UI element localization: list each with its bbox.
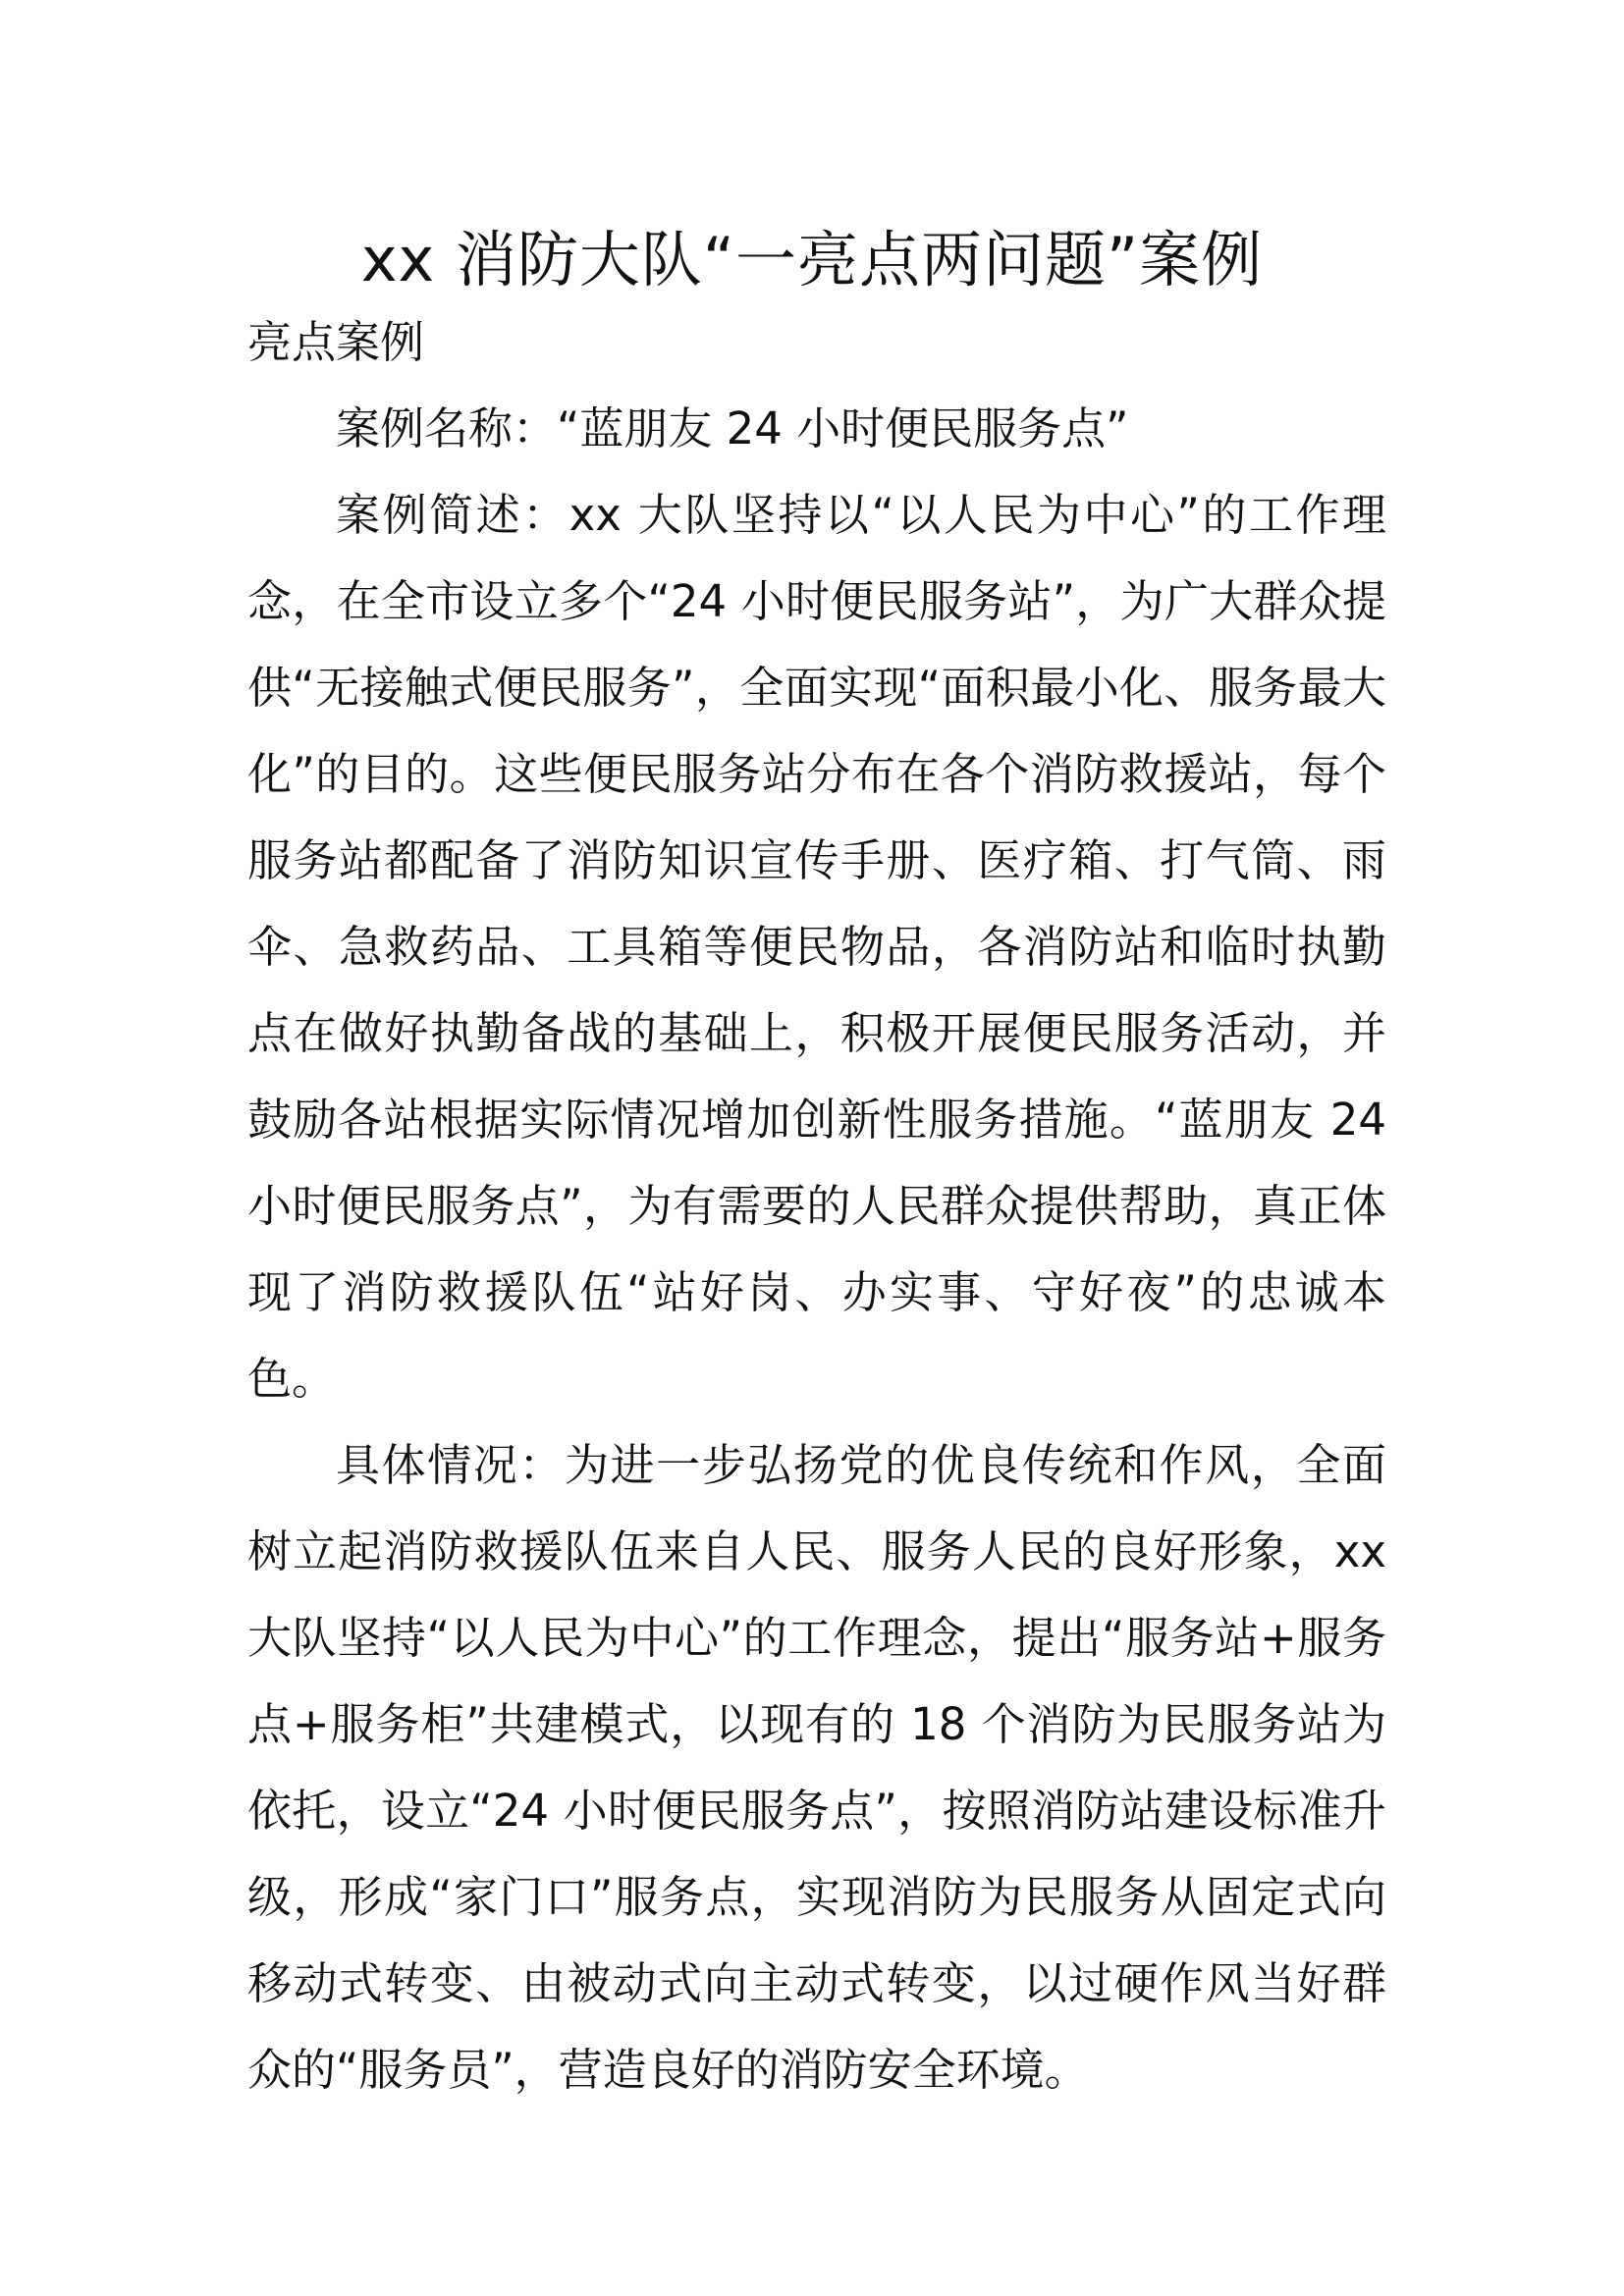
paragraph-case-details: 具体情况：为进一步弘扬党的优良传统和作风，全面树立起消防救援队伍来自人民、服务人民的良好形象，xx 大队坚持“以人民为中心”的工作理念，提出“服务站+服务点+服务柜”共建模式，以现有的 18 个消防为民服务站为依托，设立“24 小时便民服务点”，按照消防站建设标准升级，形成“家门口”服务点，实现消防为民服务从固定式向移动式转变、由被动式向主动式转变，以过硬作风当好群众的“服务员”，营造良好的消防安全环境。	[247, 1439, 1386, 2096]
paragraph-case-name: 案例名称：“蓝朋友 24 小时便民服务点”	[336, 402, 1129, 454]
paragraph-case-summary: 案例简述：xx 大队坚持以“以人民为中心”的工作理念，在全市设立多个“24 小时便民服务站”，为广大群众提供“无接触式便民服务”，全面实现“面积最小化、服务最大化”的目的。这些便民服务站分布在各个消防救援站，每个服务站都配备了消防知识宣传手册、医疗箱、打气筒、雨伞、急救药品、工具箱等便民物品，各消防站和临时执勤点在做好执勤备战的基础上，积极开展便民服务活动，并鼓励各站根据实际情况增加创新性服务措施。“蓝朋友 24 小时便民服务点”，为有需要的人民群众提供帮助，真正体现了消防救援队伍“站好岗、办实事、守好夜”的忠诚本色。	[247, 489, 1386, 1405]
document-body	[247, 386, 1386, 2113]
section-heading: 亮点案例	[247, 316, 425, 368]
document-title: xx 消防大队“一亮点两问题”案例	[360, 224, 1264, 295]
